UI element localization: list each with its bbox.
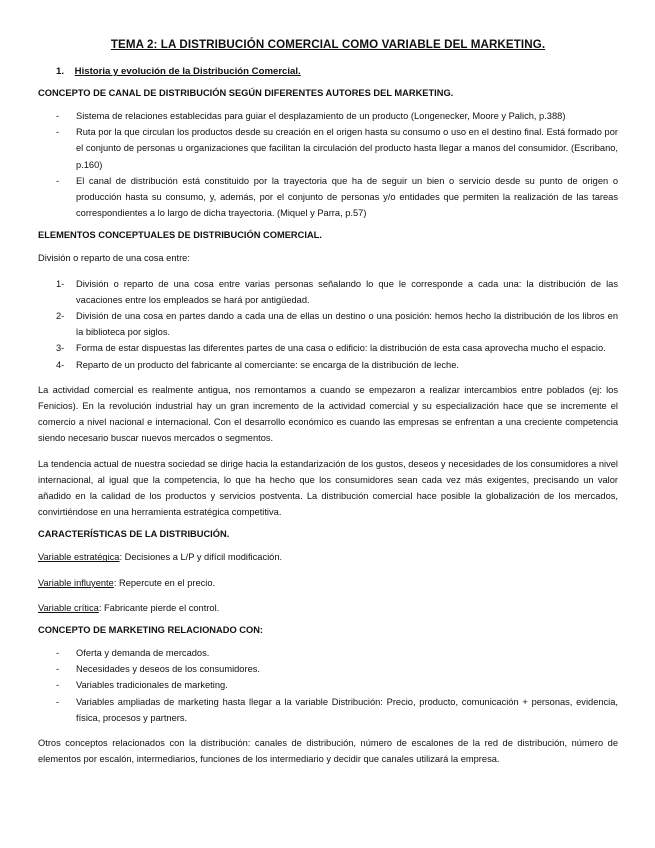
section-heading-concepto: CONCEPTO DE CANAL DE DISTRIBUCIÓN SEGÚN DIFERENTES AUTORES DEL MARKETING. [38, 88, 454, 98]
characteristic-item [38, 600, 618, 616]
list-item: - Variables tradicionales de marketing. [56, 680, 228, 691]
paragraph-tendencia: La tendencia actual de nuestra sociedad se dirige hacia la estandarización de los gustos, deseos y necesidades de los consumidores a nivel internacional, al igual que la competencia, lo que ha hecho que los consumidores sean cada vez más exigentes, precisando un valor añadido en la calidad de los productos y servicios postventa. La distribución comercial hace posible la globalización de los mercados, convirtiéndose en una herramienta estratégica competitiva. [38, 458, 618, 518]
paragraph-otros-conceptos: Otros conceptos relacionados con la distribución: canales de distribución, número de escalones de la red de distribución, número de elementos por escalón, intermediarios, funciones de los intermediario y decidir que canales utilizará la empresa. [38, 738, 618, 765]
list-item-text: Oferta y demanda de mercados. [76, 648, 210, 659]
list-item-text: Ruta por la que circulan los productos desde su creación en el origen hasta su consumo o uso en el destino final. Está formado por el conjunto de personas u organizaciones que facilitan la circulación del producto hasta llegar a manos del consumidor. (Escribano, p.160) [76, 127, 618, 170]
section-heading-marketing: CONCEPTO DE MARKETING RELACIONADO CON: [38, 625, 264, 636]
list-item-text: Necesidades y deseos de los consumidores. [76, 664, 260, 675]
document-page [38, 38, 618, 777]
concepto-list [38, 108, 618, 221]
list-number: 2- [56, 311, 65, 322]
list-item-text: Variables tradicionales de marketing. [76, 680, 228, 691]
list-item: - Necesidades y deseos de los consumidores. [56, 664, 260, 675]
list-item-text: Variables ampliadas de marketing hasta llegar a la variable Distribución: Precio, producto, comunicación + personas, evidencia, física, procesos y partners. [76, 696, 618, 723]
page-title: TEMA 2: LA DISTRIBUCIÓN COMERCIAL COMO VARIABLE DEL MARKETING. [110, 38, 546, 51]
list-number: 4- [56, 359, 65, 370]
characteristic-term: Variable influyente [38, 577, 114, 588]
elementos-list [38, 276, 618, 373]
paragraph-actividad: La actividad comercial es realmente antigua, nos remontamos a cuando se empezaron a realizar intercambios entre poblados (ej: los Fenicios). En la revolución industrial hay un gran incremento de la actividad comercial y su especialización hace que se incremente el comercio a nivel nacional e internacional. Con el desarrollo económico es cuando las empresas se enfrentan a una creciente competencia siendo necesario buscar nuevos mercados o segmentos. [38, 384, 618, 444]
section-heading-elementos: ELEMENTOS CONCEPTUALES DE DISTRIBUCIÓN COMERCIAL. [38, 230, 322, 241]
list-item: - Ruta por la que circulan los productos desde su creación en el origen hasta su consumo o uso en el destino final. Está formado por el conjunto de personas u organizaciones que facilitan la circulación del producto hasta llegar a manos del consumidor. (Escribano, p.160) [56, 127, 618, 170]
characteristic-item [38, 575, 618, 591]
list-item: - El canal de distribución está constituido por la trayectoria que ha de seguir un bien o servicio desde su punto de origen o producción hasta su consumo, y, además, por el conjunto de personas y/o entidades que permiten la realización de las tareas correspondientes a lo largo de dicha trayectoria. (Miquel y Parra, p.57) [56, 175, 618, 219]
list-item [38, 308, 618, 340]
list-item-text: Reparto de un producto del fabricante al comerciante: se encarga de la distribución de leche. [76, 359, 459, 370]
list-item-text: División de una cosa en partes dando a cada una de ellas un destino o una posición: hemos hecho la distribución de los libros en la biblioteca por siglos. [76, 311, 618, 338]
elementos-intro: División o reparto de una cosa entre: [38, 253, 190, 264]
marketing-list [38, 645, 618, 726]
list-item: - Variables ampliadas de marketing hasta llegar a la variable Distribución: Precio, producto, comunicación + personas, evidencia, física, procesos y partners. [56, 696, 618, 723]
list-number: 1- [56, 278, 65, 289]
characteristic-desc: : Fabricante pierde el control. [98, 602, 220, 613]
list-number: 3- [56, 343, 65, 354]
section-heading-caracteristicas: CARACTERÍSTICAS DE LA DISTRIBUCIÓN. [38, 529, 230, 540]
list-item-text: Sistema de relaciones establecidas para guiar el desplazamiento de un producto (Longenecker, Moore y Palich, p.388) [76, 111, 566, 121]
list-item [38, 357, 618, 373]
list-item [38, 340, 618, 356]
characteristic-term: Variable crítica [38, 602, 99, 613]
subsection-text: Historia y evolución de la Distribución Comercial. [74, 66, 301, 77]
subsection-number: 1. [56, 66, 65, 77]
list-item-text: El canal de distribución está constituido por la trayectoria que ha de seguir un bien o servicio desde su punto de origen o producción hasta su consumo, y, además, por el conjunto de personas y/o entidades que permiten la realización de las tareas correspondientes a lo largo de dicha trayectoria. (Miquel y Parra, p.57) [76, 175, 618, 219]
characteristic-desc: : Decisiones a L/P y difícil modificación. [119, 552, 283, 563]
list-item: - Sistema de relaciones establecidas para guiar el desplazamiento de un producto (Longenecker, Moore y Palich, p.388) [56, 111, 566, 121]
list-item: - Oferta y demanda de mercados. [56, 648, 210, 659]
characteristic-term: Variable estratégica [38, 552, 120, 563]
list-item-text: División o reparto de una cosa entre varias personas señalando lo que le corresponde a cada una: la distribución de las vacaciones entre los empleados se hará por antigüedad. [76, 278, 618, 305]
characteristic-item [38, 549, 618, 565]
characteristic-desc: : Repercute en el precio. [113, 577, 216, 588]
list-item-text: Forma de estar dispuestas las diferentes partes de una casa o edificio: la distribución de esta casa aprovecha mucho el espacio. [76, 343, 606, 354]
subsection-heading [38, 66, 618, 77]
list-item [38, 276, 618, 308]
